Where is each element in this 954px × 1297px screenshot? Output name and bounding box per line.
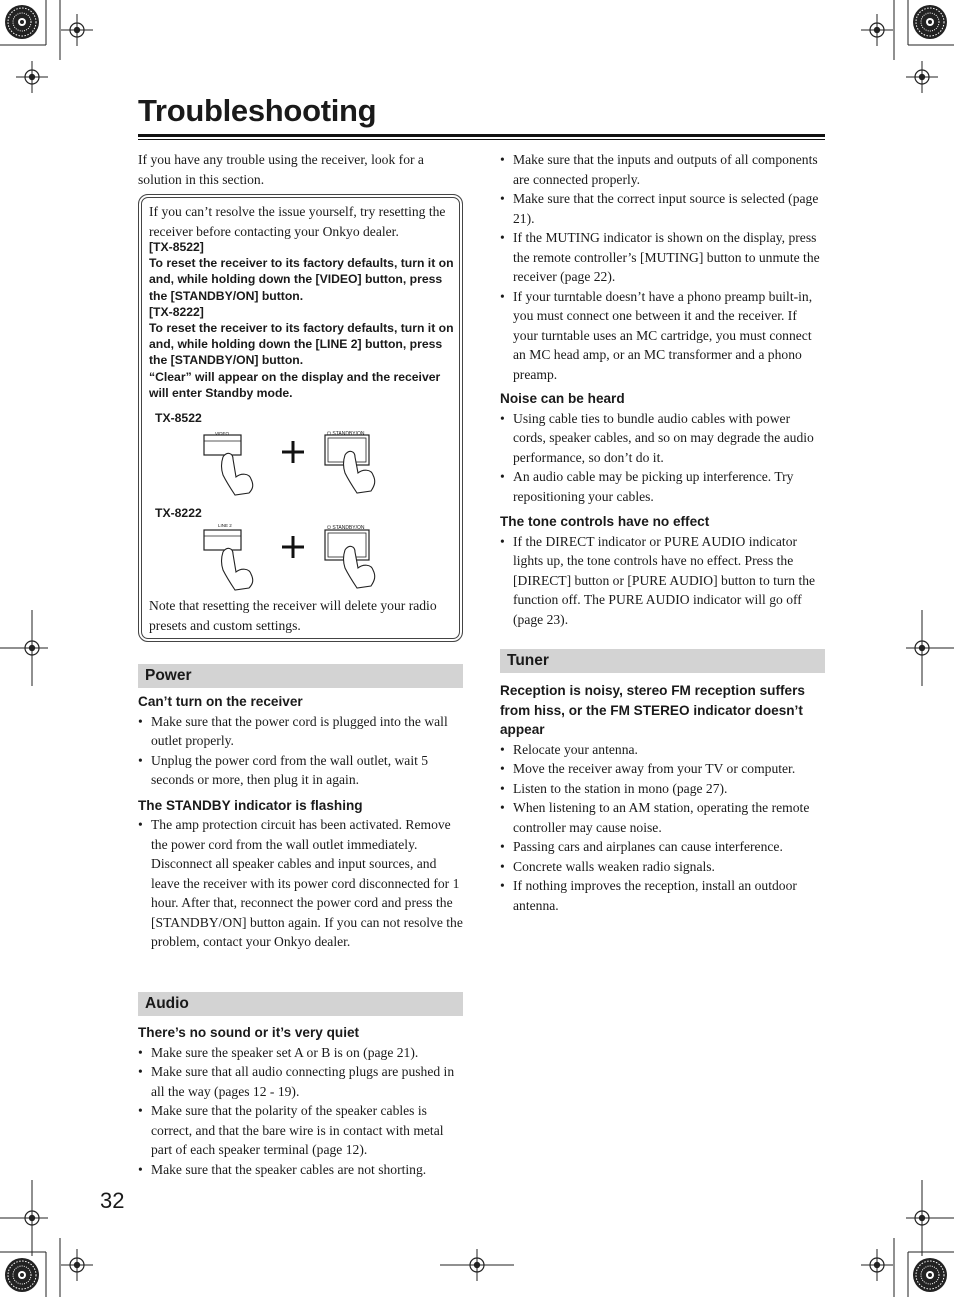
list-item: • Passing cars and airplanes can cause interference. — [500, 837, 825, 857]
power-subheading-1: Can’t turn on the receiver — [138, 694, 303, 709]
list-item: • Listen to the station in mono (page 27). — [500, 779, 825, 799]
audio-section-right — [500, 150, 825, 629]
list-item: • Concrete walls weaken radio signals. — [500, 857, 825, 877]
list-item: • Move the receiver away from your TV or computer. — [500, 759, 825, 779]
list-item: • If nothing improves the reception, install an outdoor antenna. — [500, 876, 825, 915]
audio-subheading-1: There’s no sound or it’s very quiet — [138, 1025, 360, 1040]
figure1-label: TX-8522 — [155, 411, 202, 425]
list-item: • Make sure that the power cord is plugged into the wall outlet properly. — [138, 712, 463, 751]
reset-box — [138, 194, 463, 642]
list-item: • Make sure that the speaker cables are not shorting. — [138, 1160, 463, 1180]
figure2-illustration — [199, 522, 399, 592]
figure2-standby-text: STANDBY/ON — [332, 525, 365, 531]
list-item: • Make sure that the inputs and outputs of all components are connected properly. — [500, 150, 825, 189]
reset-note: Note that resetting the receiver will delete your radio presets and custom settings. — [149, 598, 437, 633]
page-title: Troubleshooting — [138, 93, 377, 128]
model2-tag: [TX-8222] — [149, 304, 204, 319]
audio-subheading-2: Noise can be heard — [500, 391, 625, 406]
tuner-section — [500, 681, 825, 915]
list-item: • Using cable ties to bundle audio cables with power cords, speaker cables, and so on may degrade the audio performance, so don’t do it. — [500, 409, 825, 468]
figure1-standby-label: ⏻ STANDBY/ON — [327, 431, 365, 437]
section-heading-tuner: Tuner — [500, 649, 825, 673]
audio-list-2 — [500, 409, 825, 507]
model2-text: To reset the receiver to its factory defaults, turn it on and, while holding down the [LINE 2] button, press the [STANDBY/ON] button. — [149, 321, 454, 368]
figure2-button-label: LINE 2 — [218, 523, 232, 528]
list-item: • Relocate your antenna. — [500, 740, 825, 760]
list-item: • Unplug the power cord from the wall outlet, wait 5 seconds or more, then plug it in again. — [138, 751, 463, 790]
section-heading-power: Power — [138, 664, 463, 688]
figure1-illustration — [199, 427, 399, 497]
audio-list-1-continued — [500, 150, 825, 384]
page-number: 32 — [100, 1188, 125, 1213]
list-item: • The amp protection circuit has been activated. Remove the power cord from the wall outlet immediately. Disconnect all speaker cables and input sources, and leave the receiver with its power cord disconnected for 1 hour. After that, reconnect the power cord and press the [STANDBY/ON] button again. If you can not resolve the problem, contact your Onkyo dealer. — [138, 815, 463, 952]
tuner-subheading-1: Reception is noisy, stereo FM reception suffers from hiss, or the FM STEREO indicator doesn’t appear — [500, 683, 805, 737]
audio-list-3 — [500, 532, 825, 630]
power-section — [138, 692, 463, 952]
list-item: • Make sure the speaker set A or B is on (page 21). — [138, 1043, 463, 1063]
power-subheading-2: The STANDBY indicator is flashing — [138, 797, 363, 813]
audio-list-1 — [138, 1043, 463, 1180]
intro-text: If you have any trouble using the receiver, look for a solution in this section. — [138, 152, 424, 187]
title-rule-thin — [138, 139, 825, 140]
reset-instructions — [149, 239, 457, 401]
list-item: • If the MUTING indicator is shown on the display, press the remote controller’s [MUTING] button to unmute the receiver (page 22). — [500, 228, 825, 287]
audio-subheading-3: The tone controls have no effect — [500, 514, 710, 529]
list-item: • If the DIRECT indicator or PURE AUDIO indicator lights up, the tone controls have no effect. Press the [DIRECT] button or [PURE AUDIO] button to turn the function off. The PURE AUDIO indicator will go off (page 23). — [500, 532, 825, 630]
figure1-standby-text: STANDBY/ON — [332, 431, 365, 437]
audio-section-left — [138, 1023, 463, 1179]
list-item: • Make sure that all audio connecting plugs are pushed in all the way (pages 12 - 19). — [138, 1062, 463, 1101]
clear-text: “Clear” will appear on the display and the receiver will enter Standby mode. — [149, 369, 441, 400]
list-item: • Make sure that the correct input source is selected (page 21). — [500, 189, 825, 228]
list-item: • If your turntable doesn’t have a phono preamp built-in, you must connect one between it and the receiver. If your turntable uses an MC cartridge, you must connect an MC head amp, or an MC transformer and a phono preamp. — [500, 287, 825, 385]
power-list-1 — [138, 712, 463, 790]
list-item: • An audio cable may be picking up interference. Try repositioning your cables. — [500, 467, 825, 506]
reset-intro: If you can’t resolve the issue yourself, try resetting the receiver before contacting your Onkyo dealer. — [149, 204, 446, 239]
power-list-2 — [138, 815, 463, 952]
list-item: • Make sure that the polarity of the speaker cables is correct, and that the bare wire is in contact with metal part of each speaker terminal (page 12). — [138, 1101, 463, 1160]
model1-tag: [TX-8522] — [149, 240, 204, 254]
figure2-standby-label: ⏻ STANDBY/ON — [327, 525, 365, 531]
section-heading-audio: Audio — [138, 992, 463, 1016]
figure2-label: TX-8222 — [155, 506, 202, 520]
tuner-list-1 — [500, 740, 825, 916]
figure1-button-label: VIDEO — [215, 431, 230, 436]
title-rule — [138, 134, 825, 137]
model1-text: To reset the receiver to its factory defaults, turn it on and, while holding down the [VIDEO] button, press the [STANDBY/ON] button. — [149, 256, 454, 303]
list-item: • When listening to an AM station, operating the remote controller may cause noise. — [500, 798, 825, 837]
